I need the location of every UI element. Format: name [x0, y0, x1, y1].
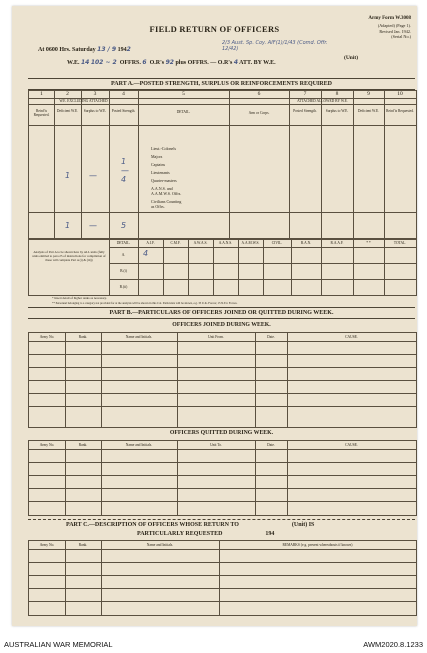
- analysis-head: A.I.F.: [146, 241, 155, 245]
- handwritten-total-col2: 1: [65, 221, 71, 230]
- ors-label: O.R's: [149, 60, 165, 66]
- col-num-4: 4: [122, 91, 125, 97]
- quitted-table: [28, 440, 417, 516]
- joined-col-head: Unit From.: [208, 335, 224, 339]
- col-num-10: 10: [397, 91, 403, 97]
- part-c-requested: PARTICULARLY REQUESTED: [137, 531, 223, 537]
- analysis-head: * *: [366, 241, 371, 245]
- at-label: At 0600 Hrs. Saturday: [38, 47, 96, 53]
- handwritten-total-col4: 5: [121, 221, 127, 230]
- quitted-col-head: Rank.: [78, 443, 88, 447]
- rank-item: A.A.N.S. and: [151, 186, 173, 191]
- part-a-table: [28, 90, 417, 240]
- analysis-head: A.A.N.S.: [218, 241, 233, 245]
- offrs-label: OFFRS.: [119, 60, 141, 66]
- part-c-col-head: REMARKS (e.g. present whereabouts if known): [282, 543, 353, 547]
- head-surplus2: Surplus to W.E.: [325, 109, 349, 113]
- part-c-year: 194: [265, 531, 275, 537]
- col-num-8: 8: [335, 91, 339, 97]
- attached-allowed-head: ATTACHED ALLOWED BY W.E.: [297, 99, 348, 103]
- joined-col-head: Date.: [267, 335, 275, 339]
- army-form-number: Army Form W.3008: [368, 16, 411, 21]
- ors2-label: O.R's: [217, 60, 233, 66]
- rank-item: Majors: [151, 154, 163, 159]
- part-c-line2: [137, 531, 274, 537]
- handwritten-value: 1: [121, 157, 127, 166]
- footnote-1: * Insert detail of higher ranks as necessary.: [52, 296, 107, 300]
- analysis-head: TOTAL.: [393, 241, 407, 245]
- document-page: [12, 6, 417, 626]
- analysis-row-label: B.(i): [120, 269, 127, 273]
- col-num-9: 9: [367, 91, 370, 97]
- col-num-5: 5: [182, 91, 185, 97]
- officers-quitted-title: OFFICERS QUITTED DURING WEEK.: [169, 430, 274, 436]
- unit-label: (Unit): [344, 55, 359, 61]
- footer-accession: AWM2020.8.1233: [363, 640, 423, 649]
- part-c-line1: [66, 522, 314, 528]
- joined-col-head: CAUSE.: [345, 335, 358, 339]
- col-num-1: 1: [40, 91, 43, 97]
- handwritten-date: 13 / 9: [97, 46, 117, 53]
- handwritten-year: 2: [126, 46, 131, 53]
- analysis-head: A.W.A.S.: [193, 241, 208, 245]
- head-surplus: Surplus to W.E.: [83, 109, 107, 113]
- analysis-head: R.A.A.F.: [330, 241, 344, 245]
- quitted-col-head: Unit To.: [210, 443, 222, 447]
- head-detail: DETAIL.: [176, 110, 191, 114]
- head-deficient2: Deficient W.E.: [357, 109, 380, 113]
- adapted-note: (Adapted) (Page 1).: [377, 23, 411, 28]
- rank-item: Civilians Counting: [151, 199, 182, 204]
- quitted-col-head: CAUSE.: [345, 443, 358, 447]
- head-deficient: Deficient W.E.: [56, 109, 79, 113]
- handwritten-ors2: 4: [233, 59, 238, 66]
- handwritten-value: —: [121, 166, 129, 175]
- joined-col-head: Name and Initials.: [125, 335, 153, 339]
- year-label: 194: [117, 47, 127, 53]
- we-label: W.E.: [67, 60, 80, 66]
- handwritten-ors: 92: [165, 59, 174, 66]
- analysis-label: Analysis of Part A to be shown here by ALL units (fully units entitled to para 25 of instructions for compilation of these will complete Part A (i) & (iii)): [32, 250, 106, 262]
- analysis-row-label: A.: [121, 253, 126, 257]
- att-label: ATT. BY W.E.: [239, 60, 276, 66]
- head-posted2: Posted Strength.: [293, 109, 317, 113]
- joined-col-head: Army No.: [39, 335, 55, 339]
- handwritten-total-col3: —: [89, 221, 97, 230]
- rank-item: as Offrs.: [151, 204, 165, 209]
- rank-list: [151, 145, 181, 211]
- part-c-col-head: Name and Initials.: [146, 543, 174, 547]
- form-title: FIELD RETURN OF OFFICERS: [149, 24, 280, 34]
- handwritten-analysis: 4: [143, 249, 149, 258]
- revised-note: Revised Jan. 1942.: [379, 28, 411, 34]
- part-c-col-head: Army No.: [39, 543, 55, 547]
- part-a-title: PART A.—POSTED STRENGTH, SURPLUS OR REINFORCEMENTS REQUIRED: [28, 78, 415, 90]
- footer-institution: AUSTRALIAN WAR MEMORIAL: [4, 640, 113, 649]
- head-arm: Arm or Corps.: [248, 111, 270, 115]
- quitted-col-head: Army No.: [39, 443, 55, 447]
- handwritten-col2: 1: [65, 171, 71, 180]
- joined-table: [28, 332, 417, 428]
- col-num-6: 6: [257, 91, 261, 97]
- plus-offrs-label: plus OFFRS.: [175, 60, 209, 66]
- footnote-2: ** Personnel belonging to a category not provided for at the analysis will be shown in this Col. Particulars will be shown, e.g. 35 U.K. Forces; 15 N.E.I. Forces.: [52, 301, 238, 305]
- handwritten-col4: [121, 157, 129, 184]
- return-date-line: [38, 46, 131, 53]
- handwritten-offrs: 6: [142, 59, 147, 66]
- officers-joined-title: OFFICERS JOINED DURING WEEK.: [172, 322, 271, 328]
- col-num-7: 7: [303, 91, 307, 97]
- quitted-col-head: Name and Initials.: [125, 443, 153, 447]
- serial-note: (Serial No.): [391, 34, 411, 39]
- handwritten-unit: 2/3 Aust. Sp. Coy. AIF(1)/1/43 (Comd. Offr. 12/42): [222, 40, 328, 52]
- part-c-unit-is: (Unit) IS: [291, 522, 315, 528]
- we-line: W.E. 14 102 ~ 2 OFFRS. 6 O.R's 92 plus OFFRS. — O.R's 4 ATT. BY W.E.: [67, 59, 276, 66]
- analysis-row-label: B.(ii): [119, 285, 128, 289]
- part-c-table: [28, 540, 417, 616]
- rank-item: Quarter-masters: [151, 178, 177, 183]
- handwritten-value: 4: [121, 175, 127, 184]
- rank-item: Captains: [151, 162, 165, 167]
- part-b-title: PART B.—PARTICULARS OF OFFICERS JOINED OR QUITTED DURING WEEK.: [28, 307, 415, 319]
- we-excluding-attached-head: W.E. EXCLUDING ATTACHED: [59, 99, 108, 103]
- analysis-head: C.M.F.: [170, 241, 181, 245]
- head-posted: Posted Strength.: [111, 109, 136, 113]
- part-c-col-head: Rank.: [78, 543, 88, 547]
- analysis-head: DETAIL.: [116, 241, 131, 245]
- rank-item: Lieutenants: [151, 170, 170, 175]
- rank-item: Lieut.-Colonels: [151, 146, 176, 151]
- col-num-2: 2: [66, 91, 69, 97]
- handwritten-we: 14: [80, 59, 90, 66]
- quitted-col-head: Date.: [267, 443, 275, 447]
- joined-col-head: Rank.: [78, 335, 88, 339]
- part-c-divider: [28, 519, 415, 520]
- part-c-title: PART C.—DESCRIPTION OF OFFICERS WHOSE RETURN TO: [66, 522, 239, 528]
- rank-item: A.A.M.W.S. Offrs.: [151, 191, 182, 196]
- head-reinf: Reinf'ts Requested.: [33, 109, 50, 118]
- analysis-head: R.A.N.: [300, 241, 312, 245]
- analysis-head: A.A.M.W.S.: [241, 241, 260, 245]
- handwritten-we2: 102 ~ 2: [90, 59, 117, 66]
- analysis-table: [28, 238, 417, 296]
- col-num-3: 3: [93, 91, 97, 97]
- analysis-head: CIVIL.: [271, 241, 283, 245]
- handwritten-col3: —: [89, 171, 97, 180]
- head-reinf2: Reinf'ts Requested.: [386, 109, 414, 113]
